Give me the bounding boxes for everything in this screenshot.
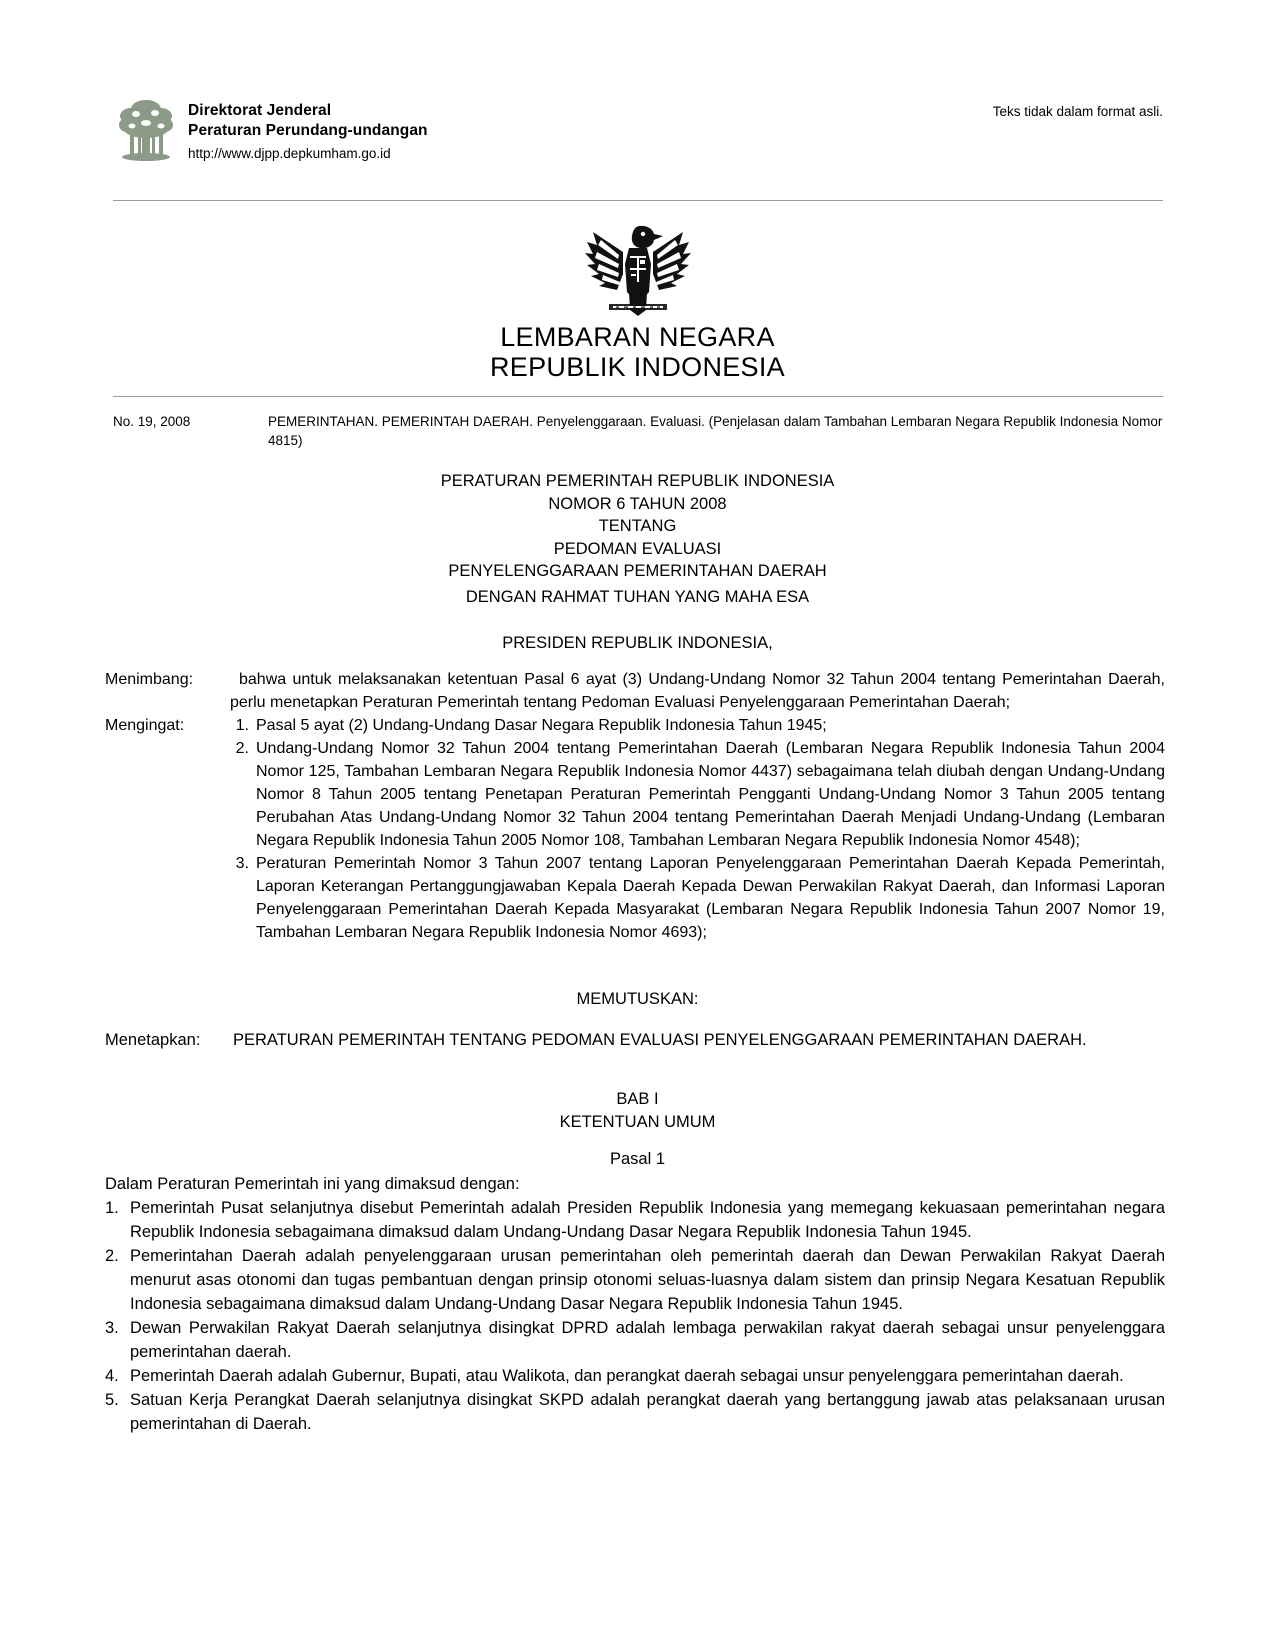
masthead-title (0, 322, 1275, 382)
chapter-heading (0, 1088, 1275, 1133)
list-item-text: Undang-Undang Nomor 32 Tahun 2004 tentang Pemerintahan Daerah (Lembaran Negara Republik Indonesia Tahun 2004 Nomor 125, Tambahan Lembaran Negara Republik Indonesia Nomor 4437) sebagaimana telah diubah dengan Undang-Undang Nomor 8 Tahun 2005 tentang Penetapan Peraturan Pemerintah Pengganti Undang-Undang Nomor 3 Tahun 2005 tentang Perubahan Atas Undang-Undang Nomor 32 Tahun 2004 tentang Pemerintahan Daerah Menjadi Undang-Undang (Lembaran Negara Republik Indonesia Tahun 2005 Nomor 108, Tambahan Lembaran Negara Republik Indonesia Nomor 4548); (256, 740, 1165, 849)
gazette-number: No. 19, 2008 (113, 414, 191, 429)
menetapkan-section (105, 1028, 1165, 1052)
list-item-number: 3. (105, 1319, 119, 1337)
page-header (0, 92, 1275, 188)
list-item (230, 852, 1165, 944)
list-item-number: 1. (105, 1199, 119, 1217)
agency-line-1: Direktorat Jenderal (188, 102, 332, 119)
header-divider-top (113, 200, 1163, 201)
regulation-title-line-2: NOMOR 6 TAHUN 2008 (548, 494, 727, 513)
definitions-list (105, 1196, 1165, 1436)
list-item-text: Pemerintah Pusat selanjutnya disebut Pemerintah adalah Presiden Republik Indonesia yang memegang kekuasaan pemerintahan negara Republik Indonesia sebagaimana dimaksud dalam Undang-Undang Dasar Negara Republik Indonesia Tahun 1945. (130, 1199, 1165, 1241)
menimbang-row (105, 668, 1165, 714)
regulation-title-line-3: TENTANG (598, 517, 677, 535)
list-item-text: Pemerintahan Daerah adalah penyelenggaraan urusan pemerintahan oleh pemerintah daerah dan Dewan Perwakilan Rakyat Daerah menurut asas otonomi dan tugas pembantuan dengan prinsip otonomi seluas-luasnya dalam sistem dan prinsip Negara Kesatuan Republik Indonesia sebagaimana dimaksud dalam Undang-Undang Dasar Negara Republik Indonesia Tahun 1945. (130, 1247, 1165, 1313)
list-item-text: Pemerintah Daerah adalah Gubernur, Bupati, atau Walikota, dan perangkat daerah sebagai unsur penyelenggara pemerintahan daerah. (130, 1367, 1124, 1385)
agency-branding (118, 92, 428, 164)
agency-website-url[interactable]: http://www.djpp.depkumham.go.id (188, 146, 391, 161)
banyan-tree-icon (118, 96, 174, 162)
menetapkan-text: PERATURAN PEMERINTAH TENTANG PEDOMAN EVALUASI PENYELENGGARAAN PEMERINTAHAN DAERAH. (233, 1031, 1087, 1049)
list-item (230, 737, 1165, 852)
list-item-text: Pasal 5 ayat (2) Undang-Undang Dasar Negara Republik Indonesia Tahun 1945; (256, 717, 827, 734)
list-item (105, 1196, 1165, 1244)
agency-name-block (188, 92, 428, 164)
list-item (230, 714, 1165, 737)
mengingat-row (105, 714, 1165, 944)
masthead-line-2: REPUBLIK INDONESIA (490, 352, 785, 382)
list-item-number: 4. (105, 1367, 119, 1385)
definitions-section (105, 1172, 1165, 1436)
definitions-lead-in: Dalam Peraturan Pemerintah ini yang dimaksud dengan: (105, 1175, 520, 1193)
divine-blessing-line: DENGAN RAHMAT TUHAN YANG MAHA ESA (465, 588, 810, 606)
list-item-number: 1. (235, 717, 249, 734)
article-heading: Pasal 1 (609, 1150, 666, 1168)
menetapkan-row (105, 1028, 1165, 1052)
regulation-title-block (0, 470, 1275, 583)
list-item (105, 1364, 1165, 1388)
gazette-subject-description: PEMERINTAHAN. PEMERINTAH DAERAH. Penyelenggaraan. Evaluasi. (Penjelasan dalam Tambahan Lembaran Negara Republik Indonesia Nomor 4815) (268, 414, 1163, 448)
chapter-title: KETENTUAN UMUM (559, 1112, 716, 1131)
chapter-number: BAB I (616, 1090, 659, 1108)
memutuskan-heading: MEMUTUSKAN: (576, 990, 699, 1008)
regulation-title-line-4: PEDOMAN EVALUASI (553, 539, 722, 558)
menimbang-text: bahwa untuk melaksanakan ketentuan Pasal 6 ayat (3) Undang-Undang Nomor 32 Tahun 2004 tentang Pemerintahan Daerah, perlu menetapkan Peraturan Pemerintah tentang Pedoman Evaluasi Penyelenggaraan Pemerintahan Daerah; (230, 671, 1165, 711)
menimbang-label: Menimbang: (105, 671, 194, 688)
format-disclaimer-note: Teks tidak dalam format asli. (992, 104, 1163, 119)
list-item (105, 1388, 1165, 1436)
list-item-number: 2. (105, 1247, 119, 1265)
masthead-divider-bottom (113, 396, 1163, 397)
list-item-text: Peraturan Pemerintah Nomor 3 Tahun 2007 tentang Laporan Penyelenggaraan Pemerintahan Daerah Kepada Pemerintah, Laporan Keterangan Pertanggungjawaban Kepala Daerah Kepada Dewan Perwakilan Rakyat Daerah, dan Informasi Laporan Penyelenggaraan Pemerintahan Daerah Kepada Masyarakat (Lembaran Negara Republik Indonesia Tahun 2007 Nomor 19, Tambahan Lembaran Negara Republik Indonesia Nomor 4693); (256, 855, 1165, 941)
regulation-title-line-5: PENYELENGGARAAN PEMERINTAHAN DAERAH (448, 562, 827, 580)
mengingat-list-container (230, 714, 1165, 944)
preamble-clauses (105, 668, 1165, 944)
menetapkan-label: Menetapkan: (105, 1031, 201, 1049)
mengingat-list (230, 714, 1165, 944)
president-line: PRESIDEN REPUBLIK INDONESIA, (502, 634, 773, 652)
agency-line-2: Peraturan Perundang-undangan (188, 122, 428, 139)
list-item-number: 5. (105, 1391, 119, 1409)
emblem-container (0, 212, 1275, 325)
list-item-number: 3. (235, 855, 249, 872)
gazette-citation (113, 412, 1163, 450)
regulation-title-line-1: PERATURAN PEMERINTAH REPUBLIK INDONESIA (440, 472, 835, 490)
list-item-number: 2. (235, 740, 249, 757)
masthead-line-1: LEMBARAN NEGARA (500, 322, 775, 352)
list-item-text: Dewan Perwakilan Rakyat Daerah selanjutnya disingkat DPRD adalah lembaga perwakilan rakyat daerah sebagai unsur penyelenggara pemerintahan daerah. (130, 1319, 1165, 1361)
list-item-text: Satuan Kerja Perangkat Daerah selanjutnya disingkat SKPD adalah perangkat daerah yang bertanggung jawab atas pelaksanaan urusan pemerintahan di Daerah. (130, 1391, 1165, 1433)
garuda-pancasila-emblem-icon (579, 212, 697, 320)
list-item (105, 1316, 1165, 1364)
mengingat-label: Mengingat: (105, 717, 185, 734)
list-item (105, 1244, 1165, 1316)
